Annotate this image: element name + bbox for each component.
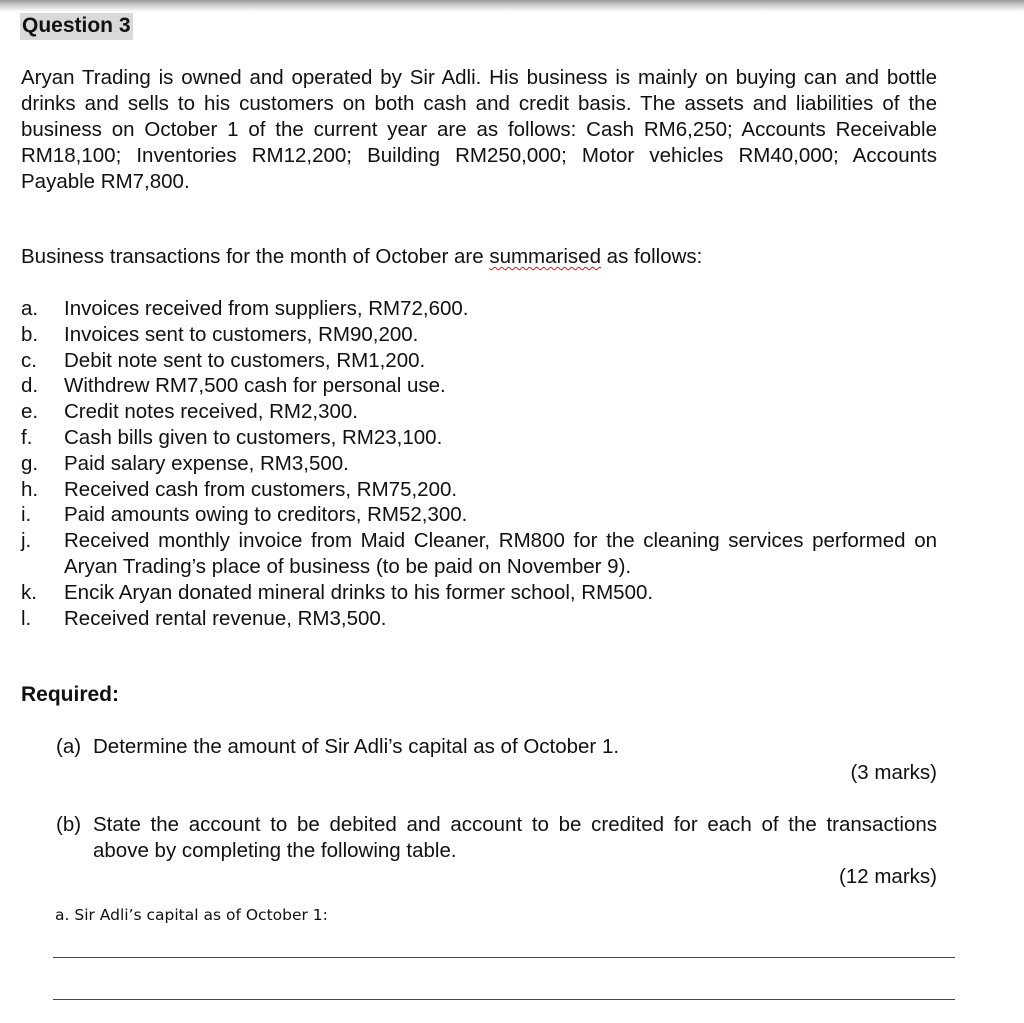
answer-line xyxy=(53,957,955,958)
intro-paragraph: Aryan Trading is owned and operated by Sir Adli. His business is mainly on buying can and bottle drinks and sells to his customers on both cash and credit basis. The assets and liabilities of the business on October 1 of the current year are as follows: Cash RM6,250; Accounts Receivable RM18,100; Inventories RM12,200; Building RM250,000; Motor vehicles RM40,000; Accounts Payable RM7,800. xyxy=(21,66,937,193)
transaction-letter: l. xyxy=(21,606,32,630)
transaction-letter: b. xyxy=(21,322,39,346)
part-a xyxy=(56,734,937,760)
transaction-item xyxy=(21,322,937,348)
transaction-text: Cash bills given to customers, RM23,100. xyxy=(64,425,443,449)
required-heading: Required: xyxy=(21,683,120,706)
transaction-text: Invoices sent to customers, RM90,200. xyxy=(64,322,419,346)
transaction-letter: i. xyxy=(21,503,32,527)
transaction-item xyxy=(21,477,937,503)
transactions-summary-line xyxy=(21,244,702,270)
transaction-letter: e. xyxy=(21,400,39,424)
transaction-letter: f. xyxy=(21,425,33,449)
transaction-text: Debit note sent to customers, RM1,200. xyxy=(64,348,426,372)
transaction-item xyxy=(21,606,937,632)
part-b-label: (b) xyxy=(56,813,82,836)
transaction-item xyxy=(21,580,937,606)
answer-label: a. Sir Adli’s capital as of October 1: xyxy=(55,906,328,924)
transaction-item xyxy=(21,451,937,477)
summary-text-end: as follows: xyxy=(600,245,703,268)
transaction-item xyxy=(21,373,937,399)
transaction-list xyxy=(21,296,937,631)
transaction-item xyxy=(21,502,937,528)
transaction-text: Withdrew RM7,500 cash for personal use. xyxy=(64,374,446,398)
transaction-item xyxy=(21,528,937,580)
transaction-item xyxy=(21,296,937,322)
spellcheck-flagged-word: summarised xyxy=(489,245,601,268)
answer-line xyxy=(53,999,955,1000)
part-a-marks: (3 marks) xyxy=(850,761,937,784)
part-b xyxy=(56,812,937,864)
part-b-marks: (12 marks) xyxy=(839,865,937,888)
part-b-text: State the account to be debited and account to be credited for each of the transactions above by completing the following table. xyxy=(93,813,937,862)
transaction-text: Invoices received from suppliers, RM72,600. xyxy=(64,297,469,320)
transaction-letter: d. xyxy=(21,374,39,398)
summary-text-start: Business transactions for the month of October are xyxy=(21,245,490,268)
transaction-letter: g. xyxy=(21,451,39,475)
transaction-text: Paid amounts owing to creditors, RM52,300. xyxy=(64,503,468,527)
part-a-label: (a) xyxy=(56,735,82,758)
transaction-letter: j. xyxy=(21,529,32,553)
transaction-text: Credit notes received, RM2,300. xyxy=(64,400,358,424)
transaction-text: Encik Aryan donated mineral drinks to his former school, RM500. xyxy=(64,580,654,604)
transaction-item xyxy=(21,425,937,451)
transaction-text: Received cash from customers, RM75,200. xyxy=(64,477,458,501)
transaction-text: Received monthly invoice from Maid Cleaner, RM800 for the cleaning services performed on Aryan Trading’s place of business (to be paid on November 9). xyxy=(64,529,937,578)
transaction-letter: h. xyxy=(21,477,39,501)
transaction-letter: c. xyxy=(21,348,37,372)
question-title: Question 3 xyxy=(20,13,133,40)
transaction-item xyxy=(21,399,937,425)
transaction-letter: a. xyxy=(21,297,39,320)
transaction-letter: k. xyxy=(21,580,37,604)
transaction-text: Received rental revenue, RM3,500. xyxy=(64,606,387,630)
transaction-item xyxy=(21,348,937,374)
transaction-text: Paid salary expense, RM3,500. xyxy=(64,451,349,475)
part-a-text: Determine the amount of Sir Adli’s capital as of October 1. xyxy=(93,735,620,758)
